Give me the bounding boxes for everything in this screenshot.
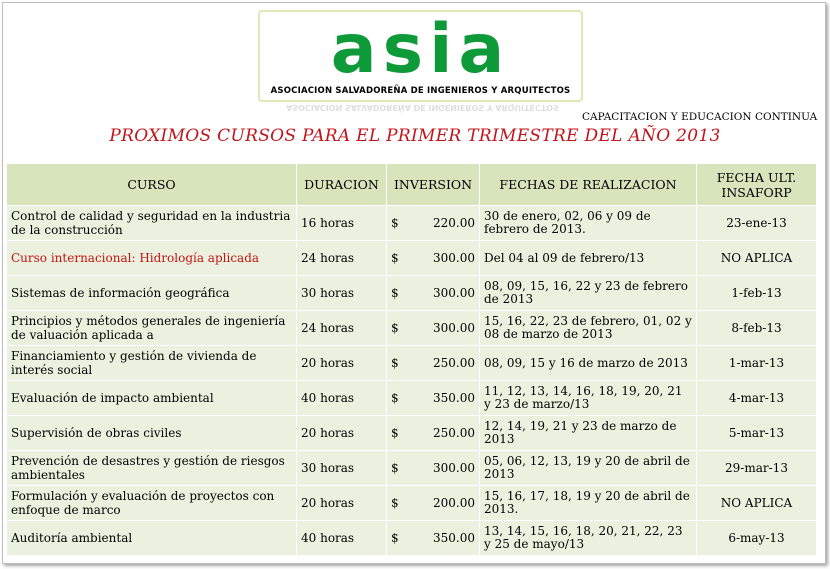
price-value: 300.00 <box>433 321 475 335</box>
table-row <box>7 451 817 486</box>
currency-symbol: $ <box>391 461 399 475</box>
currency-symbol: $ <box>391 426 399 440</box>
cell-fechas <box>480 381 697 416</box>
dates-text: Del 04 al 09 de febrero/13 <box>484 251 645 265</box>
price-value: 300.00 <box>433 461 475 475</box>
cell-fecha-ult: 4-mar-13 <box>697 381 817 416</box>
page-title: PROXIMOS CURSOS PARA EL PRIMER TRIMESTRE DEL AÑO 2013 <box>109 126 721 146</box>
cell-duracion: 24 horas <box>297 311 387 346</box>
course-name: Control de calidad y seguridad en la industria de la construcción <box>11 209 291 237</box>
price-value: 250.00 <box>433 356 475 370</box>
currency-symbol: $ <box>391 496 399 510</box>
cell-duracion: 16 horas <box>297 206 387 241</box>
cell-fechas <box>480 206 697 241</box>
cell-curso <box>7 381 297 416</box>
currency-symbol: $ <box>391 216 399 230</box>
cell-curso <box>7 206 297 241</box>
cell-fecha-ult: NO APLICA <box>697 241 817 276</box>
cell-fechas <box>480 311 697 346</box>
price-value: 300.00 <box>433 286 475 300</box>
cell-inversion <box>387 521 480 556</box>
cell-inversion <box>387 416 480 451</box>
tagline: CAPACITACION Y EDUCACION CONTINUA <box>582 111 818 123</box>
cell-duracion: 30 horas <box>297 451 387 486</box>
logo-wordmark: asia <box>330 10 511 89</box>
currency-symbol: $ <box>391 251 399 265</box>
header-duracion: DURACION <box>297 164 387 206</box>
price-value: 300.00 <box>433 251 475 265</box>
table-row <box>7 241 817 276</box>
cell-fecha-ult: 1-feb-13 <box>697 276 817 311</box>
cell-duracion: 40 horas <box>297 521 387 556</box>
cell-fecha-ult: 1-mar-13 <box>697 346 817 381</box>
table-row <box>7 346 817 381</box>
course-name: Principios y métodos generales de ingeniería de valuación aplicada a <box>11 314 286 342</box>
dates-text: 11, 12, 13, 14, 16, 18, 19, 20, 21 y 23 de marzo/13 <box>484 385 683 411</box>
cell-curso <box>7 451 297 486</box>
price-value: 220.00 <box>433 216 475 230</box>
table-row <box>7 521 817 556</box>
cell-curso <box>7 346 297 381</box>
currency-symbol: $ <box>391 531 399 545</box>
price-value: 250.00 <box>433 426 475 440</box>
dates-text: 08, 09, 15, 16, 22 y 23 de febrero de 2013 <box>484 280 688 306</box>
cell-duracion: 30 horas <box>297 276 387 311</box>
course-name: Formulación y evaluación de proyectos con enfoque de marco <box>11 489 275 517</box>
cell-fecha-ult: 6-may-13 <box>697 521 817 556</box>
cell-fechas <box>480 346 697 381</box>
currency-symbol: $ <box>391 286 399 300</box>
logo-reflection: ASOCIACION SALVADOREÑA DE INGENIEROS Y ARQUITECTOS <box>286 103 559 112</box>
dates-text: 05, 06, 12, 13, 19 y 20 de abril de 2013 <box>484 455 690 481</box>
cell-curso <box>7 276 297 311</box>
currency-symbol: $ <box>391 321 399 335</box>
cell-inversion <box>387 381 480 416</box>
cell-inversion <box>387 451 480 486</box>
table-row <box>7 206 817 241</box>
cell-inversion <box>387 311 480 346</box>
price-value: 350.00 <box>433 391 475 405</box>
cell-inversion <box>387 206 480 241</box>
table-row <box>7 381 817 416</box>
course-name: Prevención de desastres y gestión de riesgos ambientales <box>11 454 285 482</box>
course-name: Financiamiento y gestión de vivienda de interés social <box>11 349 257 377</box>
header-inversion: INVERSION <box>387 164 480 206</box>
logo-subtitle: ASOCIACION SALVADOREÑA DE INGENIEROS Y ARQUITECTOS <box>270 86 571 96</box>
cell-curso <box>7 521 297 556</box>
course-name: Sistemas de información geográfica <box>11 286 230 300</box>
course-name: Curso internacional: Hidrología aplicada <box>11 251 260 265</box>
cell-duracion: 40 horas <box>297 381 387 416</box>
cell-curso <box>7 416 297 451</box>
cell-fecha-ult: 23-ene-13 <box>697 206 817 241</box>
dates-text: 30 de enero, 02, 06 y 09 de febrero de 2013. <box>484 210 651 236</box>
cell-curso <box>7 486 297 521</box>
cell-curso <box>7 241 297 276</box>
header-fechas: FECHAS DE REALIZACION <box>480 164 697 206</box>
dates-text: 15, 16, 22, 23 de febrero, 01, 02 y 08 de marzo de 2013 <box>484 315 692 341</box>
cell-fechas <box>480 486 697 521</box>
dates-text: 13, 14, 15, 16, 18, 20, 21, 22, 23 y 25 de mayo/13 <box>484 525 683 551</box>
cell-fechas <box>480 276 697 311</box>
table-row <box>7 486 817 521</box>
dates-text: 08, 09, 15 y 16 de marzo de 2013 <box>484 356 688 370</box>
table-row <box>7 311 817 346</box>
course-name: Supervisión de obras civiles <box>11 426 182 440</box>
cell-fecha-ult: 29-mar-13 <box>697 451 817 486</box>
cell-duracion: 24 horas <box>297 241 387 276</box>
cell-duracion: 20 horas <box>297 416 387 451</box>
price-value: 350.00 <box>433 531 475 545</box>
cell-fecha-ult: 5-mar-13 <box>697 416 817 451</box>
cell-fecha-ult: NO APLICA <box>697 486 817 521</box>
price-value: 200.00 <box>433 496 475 510</box>
dates-text: 15, 16, 17, 18, 19 y 20 de abril de 2013. <box>484 490 690 516</box>
cell-fechas <box>480 451 697 486</box>
cell-duracion: 20 horas <box>297 346 387 381</box>
cell-inversion <box>387 346 480 381</box>
cell-inversion <box>387 486 480 521</box>
cell-fechas <box>480 521 697 556</box>
table-row <box>7 416 817 451</box>
cell-fechas <box>480 241 697 276</box>
dates-text: 12, 14, 19, 21 y 23 de marzo de 2013 <box>484 420 677 446</box>
table-row <box>7 276 817 311</box>
course-name: Evaluación de impacto ambiental <box>11 391 214 405</box>
asia-logo <box>258 10 583 102</box>
courses-table <box>6 163 817 556</box>
currency-symbol: $ <box>391 356 399 370</box>
cell-curso <box>7 311 297 346</box>
cell-inversion <box>387 276 480 311</box>
cell-fechas <box>480 416 697 451</box>
cell-duracion: 20 horas <box>297 486 387 521</box>
table-header-row <box>7 164 817 206</box>
header-curso: CURSO <box>7 164 297 206</box>
cell-fecha-ult: 8-feb-13 <box>697 311 817 346</box>
cell-inversion <box>387 241 480 276</box>
currency-symbol: $ <box>391 391 399 405</box>
course-name: Auditoría ambiental <box>11 531 133 545</box>
header-fecha-ult: FECHA ULT. INSAFORP <box>697 164 817 206</box>
